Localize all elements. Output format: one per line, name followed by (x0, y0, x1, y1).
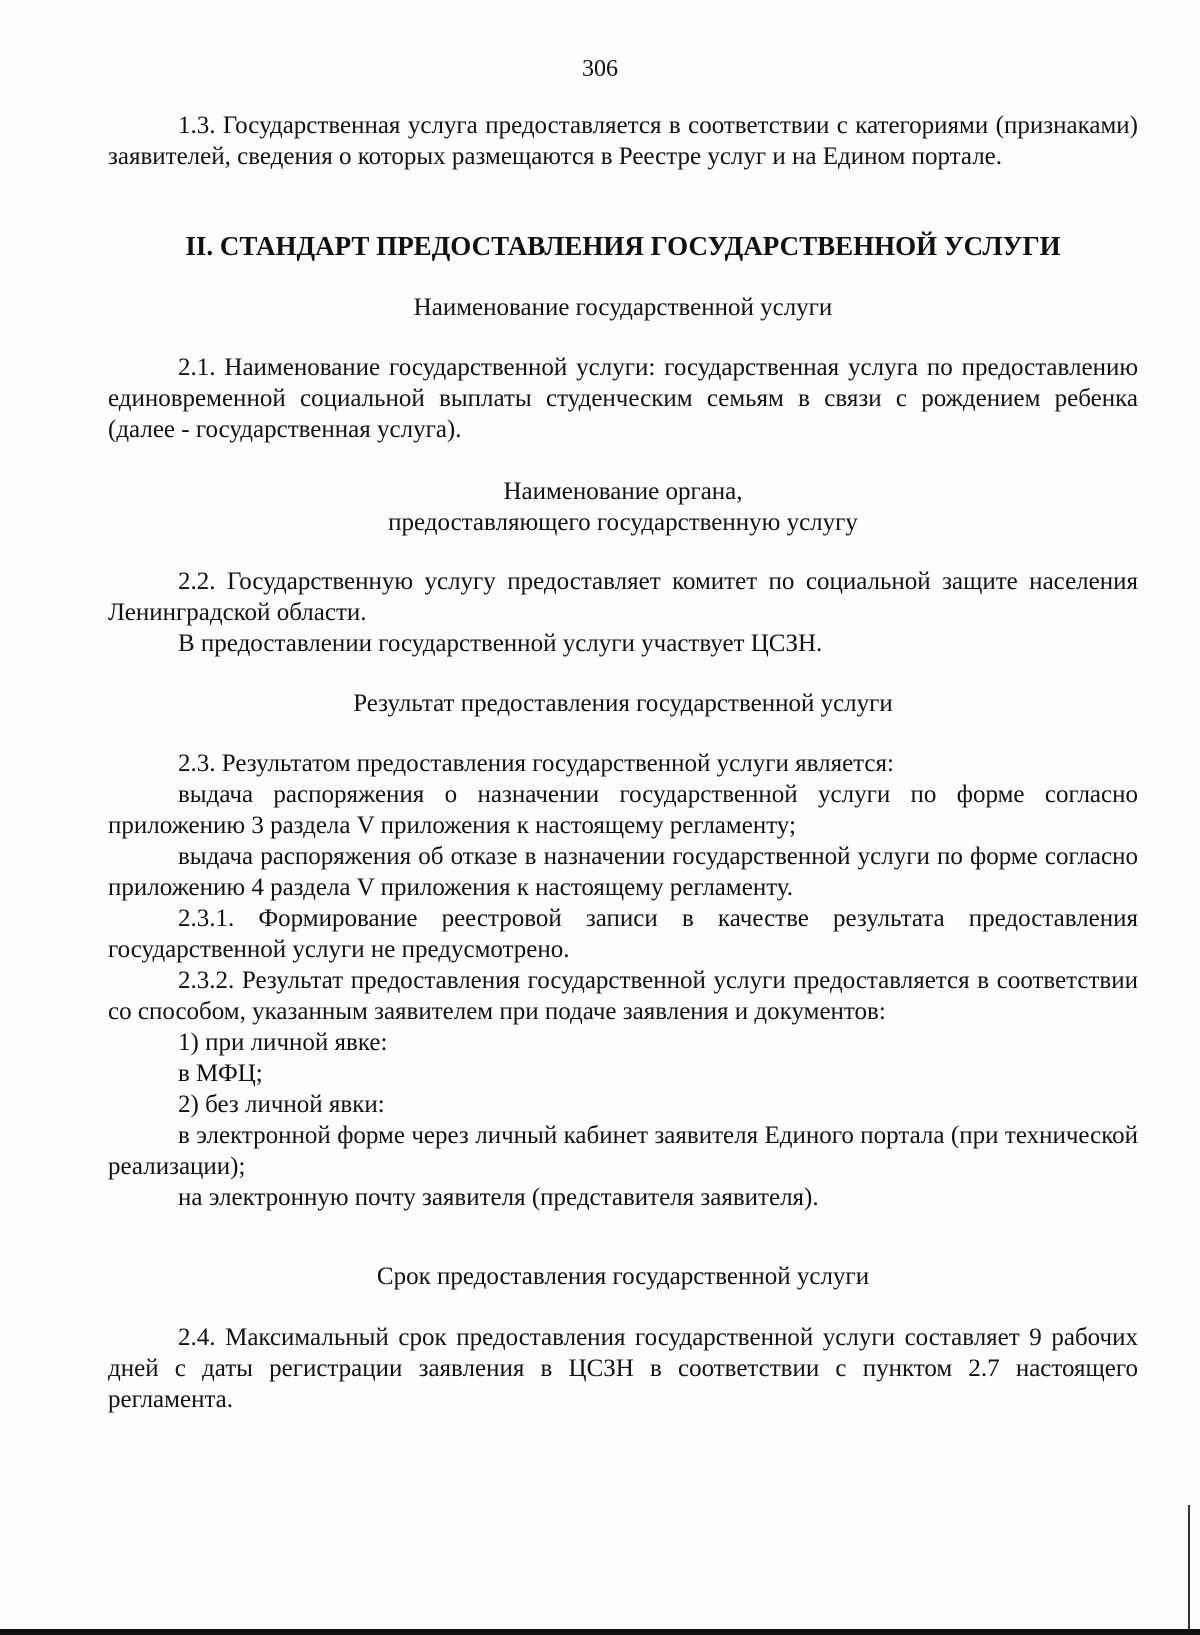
list-item: на электронную почту заявителя (представителя заявителя). (178, 1184, 819, 1211)
list-item: в электронной форме через личный кабинет заявителя Единого портала (при технической реализации); (108, 1122, 1138, 1180)
paragraph-text: В предоставлении государственной услуги участвует ЦСЗН. (178, 630, 823, 657)
paragraph-text: 2.3. Результатом предоставления государственной услуги является: (178, 750, 894, 777)
paragraph-text: выдача распоряжения о назначении государственной услуги по форме согласно приложению 3 раздела V приложения к настоящему регламенту; (108, 781, 1138, 839)
paragraph-text: 2.2. Государственную услугу предоставляет комитет по социальной защите населения Ленинградской области. (108, 568, 1138, 626)
heading-organ-line-1: Наименование органа, (503, 478, 743, 505)
paragraph-text: 2.3.2. Результат предоставления государственной услуги предоставляется в соответствии со способом, указанным заявителем при подаче заявления и документов: (108, 967, 1138, 1025)
heading-organ-line-2: предоставляющего государственную услугу (388, 509, 858, 536)
heading-result: Результат предоставления государственной услуги (353, 690, 893, 717)
list-item: в МФЦ; (178, 1060, 263, 1087)
scan-edge-line (1188, 1505, 1190, 1635)
list-item: 2) без личной явки: (178, 1091, 385, 1118)
section-title: II. СТАНДАРТ ПРЕДОСТАВЛЕНИЯ ГОСУДАРСТВЕННОЙ УСЛУГИ (185, 231, 1061, 261)
page-number: 306 (582, 56, 618, 82)
paragraph-text: 2.1. Наименование государственной услуги: государственная услуга по предоставлению единовременной социальной выплаты студенческим семьям в связи с рождением ребенка (далее - государственная услуга). (108, 354, 1138, 443)
paragraph-text: 1.3. Государственная услуга предоставляется в соответствии с категориями (признаками) заявителей, сведения о которых размещаются в Реестре услуг и на Едином портале. (108, 112, 1138, 170)
paragraph-text: 2.4. Максимальный срок предоставления государственной услуги составляет 9 рабочих дней с даты регистрации заявления в ЦСЗН в соответствии с пунктом 2.7 настоящего регламента. (108, 1324, 1138, 1413)
heading-service-name: Наименование государственной услуги (413, 294, 833, 321)
paragraph-2-3-block (108, 748, 1138, 1213)
paragraph-2-2 (108, 566, 1138, 659)
paragraph-1-3 (108, 110, 1138, 172)
paragraph-2-1 (108, 352, 1138, 445)
heading-term: Срок предоставления государственной услуги (376, 1263, 870, 1290)
paragraph-text: выдача распоряжения об отказе в назначении государственной услуги по форме согласно приложению 4 раздела V приложения к настоящему регламенту. (108, 843, 1138, 901)
paragraph-text: 2.3.1. Формирование реестровой записи в качестве результата предоставления государственной услуги не предусмотрено. (108, 905, 1138, 963)
scan-bottom-edge (0, 1629, 1200, 1635)
list-item: 1) при личной явке: (178, 1029, 388, 1056)
paragraph-2-4 (108, 1322, 1138, 1415)
